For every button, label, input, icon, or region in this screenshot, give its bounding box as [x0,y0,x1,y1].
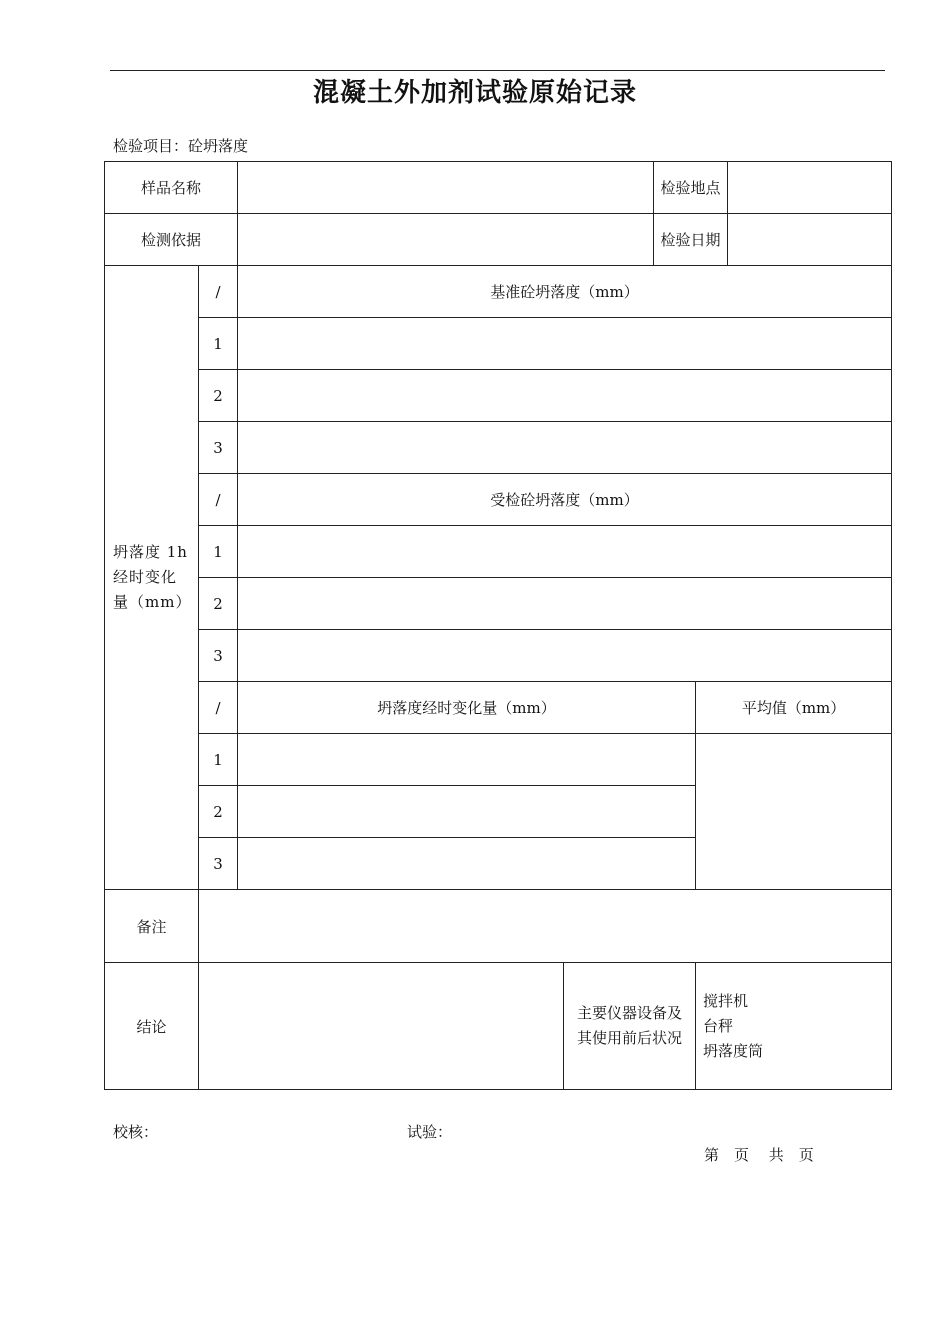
page-number: 第 页 共 页 [704,1146,814,1164]
page-title: 混凝土外加剂试验原始记录 [312,78,637,108]
record-table [104,161,892,1090]
test-slump-field-3[interactable] [238,630,892,682]
basis-row [105,214,892,266]
row-number: 3 [199,422,238,474]
change-header-row [105,682,892,734]
conclusion-field[interactable] [199,963,564,1090]
equipment-item: 坍落度筒 [703,1041,764,1060]
test-signature-label: 试验： [407,1123,453,1141]
baseline-slump-header: 基准砼坍落度（mm） [238,266,892,318]
location-label: 检验地点 [654,162,728,214]
slump-change-header: 坍落度经时变化量（mm） [238,682,696,734]
baseline-header-row [105,266,892,318]
sample-name-row [105,162,892,214]
test-slump-field-2[interactable] [238,578,892,630]
row-number: 3 [199,630,238,682]
inspection-item-value: 砼坍落度 [188,137,249,155]
baseline-slump-field-3[interactable] [238,422,892,474]
table-row [105,370,892,422]
row-number: 1 [199,734,238,786]
equipment-list [696,963,892,1090]
test-header-row [105,474,892,526]
table-row [105,318,892,370]
remarks-field[interactable] [199,890,892,963]
sample-name-label: 样品名称 [105,162,238,214]
top-rule [110,70,885,71]
check-signature-label: 校核： [113,1123,159,1141]
table-row [105,734,892,786]
table-row [105,526,892,578]
slump-change-label: 坍落度 1h 经时变化量（mm） [105,266,199,890]
remarks-row [105,890,892,963]
equipment-item: 台秤 [703,1016,734,1035]
row-number: 1 [199,526,238,578]
table-row [105,422,892,474]
slash-cell: / [199,266,238,318]
conclusion-row [105,963,892,1090]
equipment-label: 主要仪器设备及其使用前后状况 [564,963,696,1090]
slump-change-field-2[interactable] [238,786,696,838]
row-number: 2 [199,786,238,838]
slump-change-field-3[interactable] [238,838,696,890]
test-slump-field-1[interactable] [238,526,892,578]
slash-cell: / [199,474,238,526]
table-row [105,578,892,630]
average-field[interactable] [696,734,892,890]
row-number: 3 [199,838,238,890]
conclusion-label: 结论 [105,963,199,1090]
basis-label: 检测依据 [105,214,238,266]
baseline-slump-field-2[interactable] [238,370,892,422]
equipment-item: 搅拌机 [703,991,749,1010]
baseline-slump-field-1[interactable] [238,318,892,370]
average-header: 平均值（mm） [696,682,892,734]
basis-field[interactable] [238,214,654,266]
slash-cell: / [199,682,238,734]
table-row [105,630,892,682]
row-number: 2 [199,370,238,422]
remarks-label: 备注 [105,890,199,963]
date-field[interactable] [728,214,892,266]
row-number: 1 [199,318,238,370]
inspection-item [113,135,248,156]
date-label: 检验日期 [654,214,728,266]
row-number: 2 [199,578,238,630]
location-field[interactable] [728,162,892,214]
test-slump-header: 受检砼坍落度（mm） [238,474,892,526]
inspection-item-label: 检验项目： [113,137,189,155]
slump-change-field-1[interactable] [238,734,696,786]
sample-name-field[interactable] [238,162,654,214]
